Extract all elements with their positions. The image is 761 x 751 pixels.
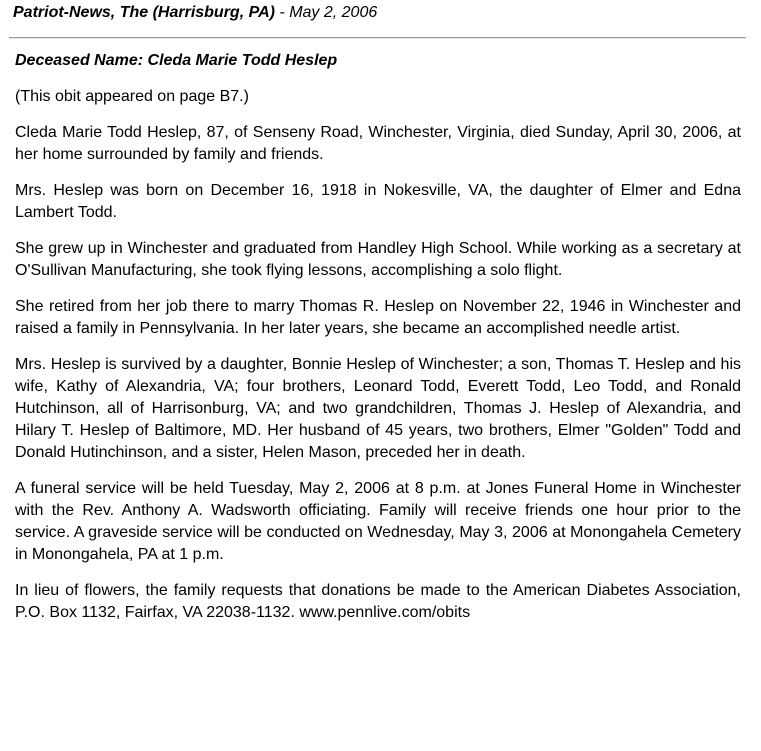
- obituary-paragraph: Cleda Marie Todd Heslep, 87, of Senseny Road, Winchester, Virginia, died Sunday, April 30, 2006, at her home surrounded by family and friends.: [15, 124, 741, 163]
- deceased-name-heading: Deceased Name: Cleda Marie Todd Heslep: [15, 52, 338, 69]
- publication-date: May 2, 2006: [289, 4, 378, 21]
- service-paragraph: A funeral service will be held Tuesday, May 2, 2006 at 8 p.m. at Jones Funeral Home in Winchester with the Rev. Anthony A. Wadsworth officiating. Family will receive friends one hour prior to the service. A graveside service will be conducted on Wednesday, May 3, 2006 at Monongahela Cemetery in Monongahela, PA at 1 p.m.: [15, 480, 741, 563]
- obituary-paragraph: She retired from her job there to marry Thomas R. Heslep on November 22, 1946 in Winchester and raised a family in Pennsylvania. In her later years, she became an accomplished needle artist.: [15, 298, 741, 337]
- survivors-paragraph: Mrs. Heslep is survived by a daughter, Bonnie Heslep of Winchester; a son, Thomas T. Heslep and his wife, Kathy of Alexandria, VA; four brothers, Leonard Todd, Everett Todd, Leo Todd, and Ronald Hutchinson, all of Harrisonburg, VA; and two grandchildren, Thomas J. Heslep of Alexandria, and Hilary T. Heslep of Baltimore, MD. Her husband of 45 years, two brothers, Elmer "Golden" Todd and Donald Hutinchinson, and a sister, Helen Mason, preceded her in death.: [15, 356, 741, 461]
- page-reference: (This obit appeared on page B7.): [15, 88, 249, 105]
- obituary-body: [15, 50, 741, 638]
- publication-header: [13, 4, 377, 22]
- obituary-paragraph: She grew up in Winchester and graduated from Handley High School. While working as a secretary at O'Sullivan Manufacturing, she took flying lessons, accomplishing a solo flight.: [15, 240, 741, 279]
- header-separator: -: [274, 4, 290, 21]
- donations-paragraph: In lieu of flowers, the family requests that donations be made to the American Diabetes Association, P.O. Box 1132, Fairfax, VA 22038-1132. www.pennlive.com/obits: [15, 582, 741, 621]
- publication-source: Patriot-News, The (Harrisburg, PA): [13, 4, 275, 21]
- obituary-paragraph: Mrs. Heslep was born on December 16, 1918 in Nokesville, VA, the daughter of Elmer and Edna Lambert Todd.: [15, 182, 741, 221]
- header-divider: [9, 37, 746, 39]
